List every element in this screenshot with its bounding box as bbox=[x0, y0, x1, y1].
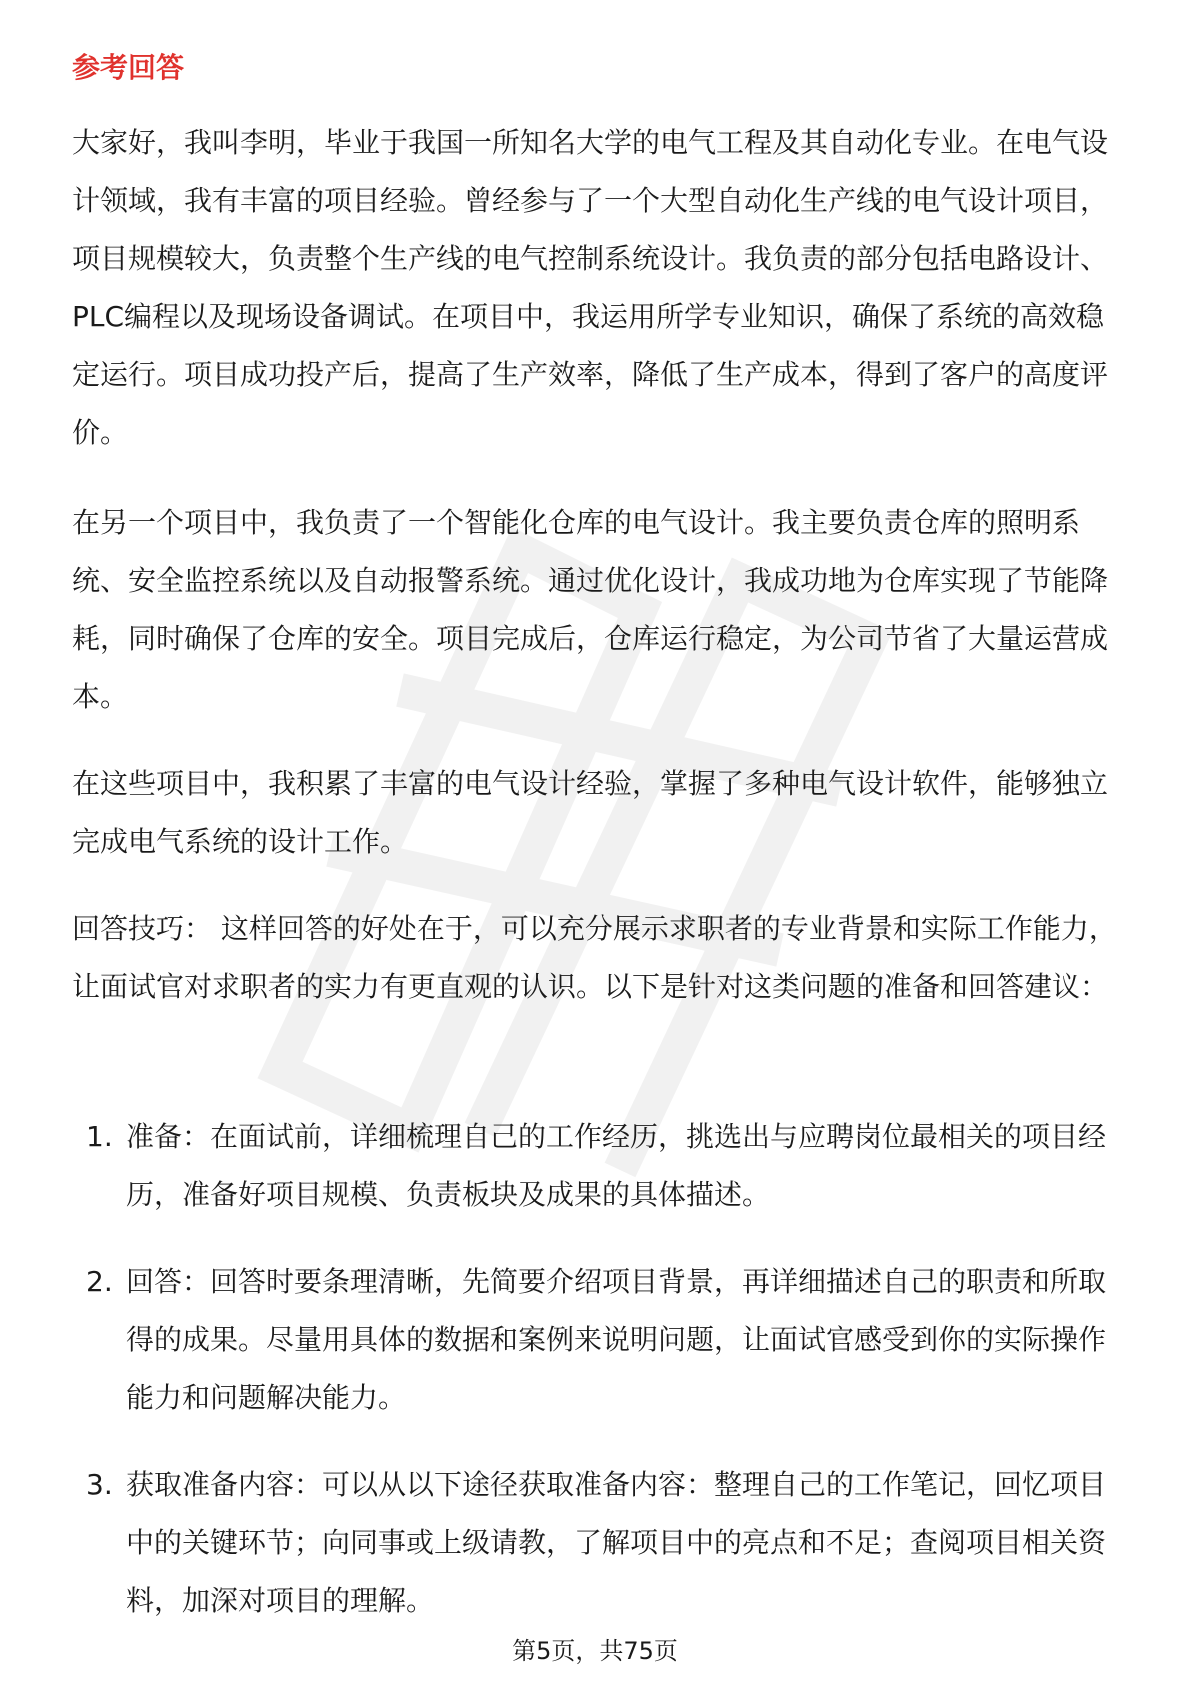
list-item-text: 准备：在面试前，详细梳理自己的工作经历，挑选出与应聘岗位最相关的项目经历，准备好项目规模、负责板块及成果的具体描述。 bbox=[126, 1120, 1107, 1211]
list-item-text: 获取准备内容：可以从以下途径获取准备内容：整理自己的工作笔记，回忆项目中的关键环节；向同事或上级请教，了解项目中的亮点和不足；查阅项目相关资料，加深对项目的理解。 bbox=[126, 1468, 1107, 1617]
list-item-text: 回答：回答时要条理清晰，先简要介绍项目背景，再详细描述自己的职责和所取得的成果。尽量用具体的数据和案例来说明问题，让面试官感受到你的实际操作能力和问题解决能力。 bbox=[126, 1265, 1107, 1414]
list-item-number: 1. bbox=[86, 1120, 113, 1153]
list-item-number: 2. bbox=[86, 1265, 113, 1298]
section-title: 参考回答 bbox=[72, 51, 185, 84]
paragraph-warehouse-project: 在另一个项目中，我负责了一个智能化仓库的电气设计。我主要负责仓库的照明系统、安全监控系统以及自动报警系统。通过优化设计，我成功地为仓库实现了节能降耗，同时确保了仓库的安全。项目完成后，仓库运行稳定，为公司节省了大量运营成本。 bbox=[72, 506, 1109, 713]
page-number-footer: 第5页，共75页 bbox=[512, 1637, 678, 1665]
list-item-number: 3. bbox=[86, 1468, 113, 1501]
paragraph-answer-tips: 回答技巧： 这样回答的好处在于，可以充分展示求职者的专业背景和实际工作能力，让面试官对求职者的实力有更直观的认识。以下是针对这类问题的准备和回答建议： bbox=[72, 912, 1117, 1003]
paragraph-intro: 大家好，我叫李明，毕业于我国一所知名大学的电气工程及其自动化专业。在电气设计领域，我有丰富的项目经验。曾经参与了一个大型自动化生产线的电气设计项目，项目规模较大，负责整个生产线的电气控制系统设计。我负责的部分包括电路设计、PLC编程以及现场设备调试。在项目中，我运用所学专业知识，确保了系统的高效稳定运行。项目成功投产后，提高了生产效率，降低了生产成本，得到了客户的高度评价。 bbox=[72, 126, 1109, 449]
paragraph-experience-summary: 在这些项目中，我积累了丰富的电气设计经验，掌握了多种电气设计软件，能够独立完成电气系统的设计工作。 bbox=[72, 767, 1109, 858]
